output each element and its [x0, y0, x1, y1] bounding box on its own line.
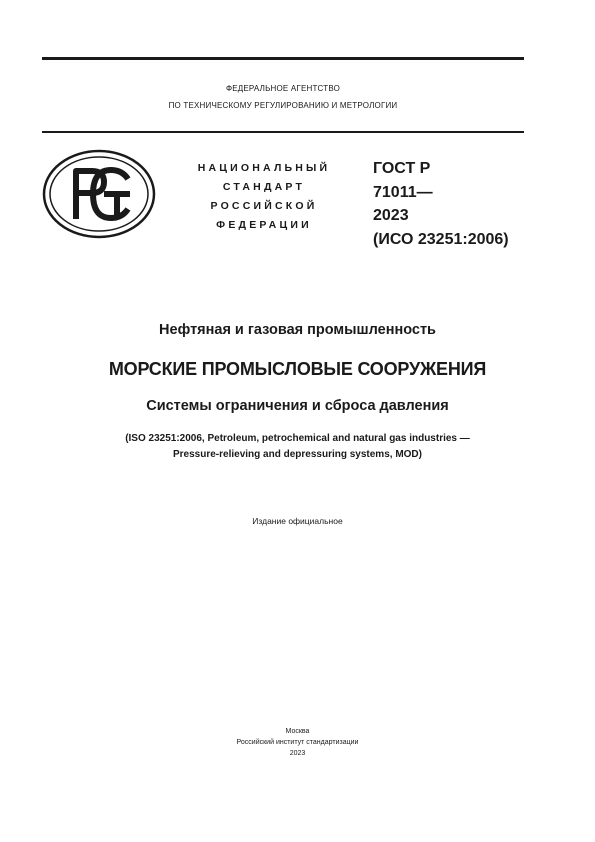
subject-title: Системы ограничения и сброса давления: [146, 398, 449, 414]
designation-line2: 71011—: [373, 183, 433, 201]
designation-line1: ГОСТ Р: [373, 160, 431, 177]
original-reference-line2: Pressure-relieving and depressuring systems, MOD): [173, 449, 422, 460]
national-standard-heading: [176, 159, 352, 235]
national-standard-line3: РОССИЙСКОЙ: [210, 200, 318, 212]
top-rule: [42, 57, 524, 60]
agency-name-line1: ФЕДЕРАЛЬНОЕ АГЕНТСТВО: [225, 84, 341, 93]
original-standard-reference: [0, 431, 595, 463]
imprint-publisher: Российский институт стандартизации: [236, 739, 359, 746]
edition-label: Издание официальное: [252, 516, 343, 526]
agency-name-line2: ПО ТЕХНИЧЕСКОМУ РЕГУЛИРОВАНИЮ И МЕТРОЛОГИИ: [168, 101, 398, 110]
designation-line4: (ИСО 23251:2006): [373, 230, 509, 248]
header-rule: [42, 131, 524, 133]
industry-title: Нефтяная и газовая промышленность: [159, 322, 436, 338]
rst-certification-logo-icon: [42, 149, 156, 239]
national-standard-line4: ФЕДЕРАЦИИ: [216, 219, 312, 231]
original-reference-line1: (ISO 23251:2006, Petroleum, petrochemical and natural gas industries —: [125, 433, 470, 444]
standard-designation: [373, 157, 509, 251]
national-standard-line2: СТАНДАРТ: [222, 181, 306, 193]
imprint-city: Москва: [285, 728, 310, 735]
main-title: МОРСКИЕ ПРОМЫСЛОВЫЕ СООРУЖЕНИЯ: [108, 359, 487, 379]
imprint: [0, 726, 595, 759]
designation-line3: 2023: [373, 207, 409, 224]
national-standard-line1: НАЦИОНАЛЬНЫЙ: [197, 162, 331, 174]
imprint-year: 2023: [289, 750, 306, 757]
